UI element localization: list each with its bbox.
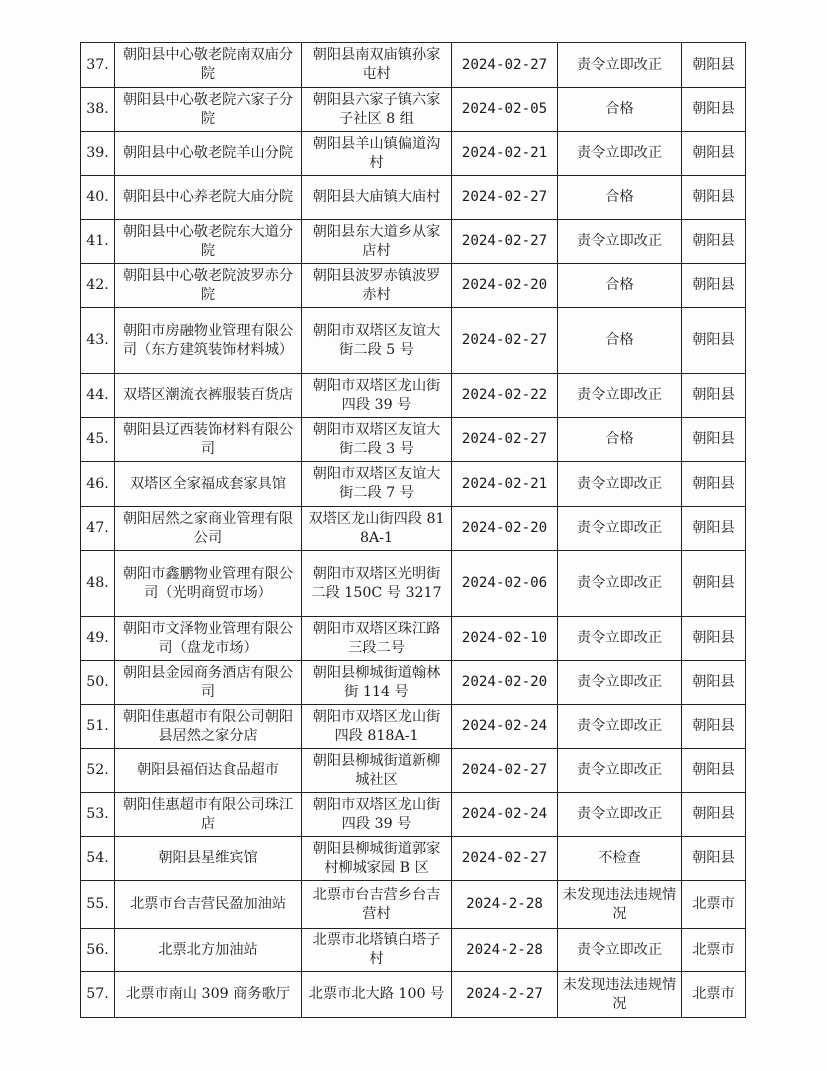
table-row [81,661,746,705]
inspection-result-cell: 未发现违法违规情况 [558,972,682,1018]
unit-name-cell: 朝阳县中心敬老院六家子分院 [115,88,302,132]
unit-address-cell: 朝阳县南双庙镇孙家屯村 [302,43,452,88]
region-cell: 朝阳县 [682,176,746,220]
row-number-cell: 50. [81,661,115,705]
unit-name-cell: 北票市台吉营民盈加油站 [115,881,302,929]
table-row [81,176,746,220]
inspection-date-cell: 2024-02-27 [452,43,558,88]
table-row [81,507,746,551]
inspection-date-cell: 2024-02-27 [452,220,558,264]
inspection-result-cell: 不检查 [558,837,682,881]
row-number-cell: 44. [81,374,115,418]
inspection-result-cell: 责令立即改正 [558,220,682,264]
unit-name-cell: 朝阳县金园商务酒店有限公司 [115,661,302,705]
region-cell: 朝阳县 [682,749,746,793]
inspection-result-cell: 责令立即改正 [558,793,682,837]
unit-address-cell: 双塔区龙山街四段 818A-1 [302,507,452,551]
unit-name-cell: 朝阳居然之家商业管理有限公司 [115,507,302,551]
unit-name-cell: 朝阳县辽西装饰材料有限公司 [115,418,302,462]
region-cell: 北票市 [682,972,746,1018]
table-row [81,220,746,264]
region-cell: 朝阳县 [682,308,746,374]
inspection-result-cell: 合格 [558,88,682,132]
row-number-cell: 40. [81,176,115,220]
unit-name-cell: 朝阳县星维宾馆 [115,837,302,881]
region-cell: 朝阳县 [682,551,746,617]
row-number-cell: 55. [81,881,115,929]
table-row [81,617,746,661]
row-number-cell: 56. [81,929,115,972]
row-number-cell: 41. [81,220,115,264]
row-number-cell: 51. [81,705,115,749]
inspection-result-cell: 合格 [558,308,682,374]
unit-name-cell: 朝阳县中心敬老院东大道分院 [115,220,302,264]
inspection-result-cell: 责令立即改正 [558,929,682,972]
unit-address-cell: 朝阳市双塔区龙山街四段 818A-1 [302,705,452,749]
region-cell: 朝阳县 [682,418,746,462]
unit-address-cell: 北票市北塔镇白塔子村 [302,929,452,972]
region-cell: 朝阳县 [682,793,746,837]
unit-name-cell: 朝阳县中心养老院大庙分院 [115,176,302,220]
row-number-cell: 43. [81,308,115,374]
unit-address-cell: 朝阳县六家子镇六家子社区 8 组 [302,88,452,132]
row-number-cell: 42. [81,264,115,308]
row-number-cell: 53. [81,793,115,837]
region-cell: 朝阳县 [682,374,746,418]
inspection-date-cell: 2024-2-28 [452,929,558,972]
unit-address-cell: 朝阳市双塔区龙山街四段 39 号 [302,793,452,837]
unit-address-cell: 北票市北大路 100 号 [302,972,452,1018]
unit-address-cell: 朝阳县柳城街道翰林街 114 号 [302,661,452,705]
unit-address-cell: 朝阳县柳城街道郭家村柳城家园 B 区 [302,837,452,881]
table-row [81,418,746,462]
table-row [81,551,746,617]
inspection-date-cell: 2024-2-27 [452,972,558,1018]
inspection-date-cell: 2024-02-24 [452,793,558,837]
table-row [81,972,746,1018]
row-number-cell: 45. [81,418,115,462]
row-number-cell: 49. [81,617,115,661]
unit-address-cell: 朝阳县大庙镇大庙村 [302,176,452,220]
inspection-date-cell: 2024-02-27 [452,176,558,220]
unit-name-cell: 双塔区全家福成套家具馆 [115,462,302,507]
table-row [81,929,746,972]
inspection-date-cell: 2024-2-28 [452,881,558,929]
unit-name-cell: 朝阳县中心敬老院羊山分院 [115,132,302,176]
inspection-result-cell: 责令立即改正 [558,507,682,551]
table-row [81,462,746,507]
inspection-date-cell: 2024-02-27 [452,837,558,881]
unit-name-cell: 朝阳县中心敬老院波罗赤分院 [115,264,302,308]
unit-address-cell: 朝阳县羊山镇偏道沟村 [302,132,452,176]
unit-address-cell: 北票市台吉营乡台吉营村 [302,881,452,929]
region-cell: 北票市 [682,929,746,972]
region-cell: 朝阳县 [682,837,746,881]
inspection-result-cell: 责令立即改正 [558,661,682,705]
table-row [81,264,746,308]
table-row [81,374,746,418]
table-row [81,43,746,88]
inspection-result-cell: 责令立即改正 [558,705,682,749]
unit-name-cell: 朝阳佳惠超市有限公司朝阳县居然之家分店 [115,705,302,749]
unit-address-cell: 朝阳县波罗赤镇波罗赤村 [302,264,452,308]
unit-address-cell: 朝阳市双塔区珠江路三段二号 [302,617,452,661]
region-cell: 朝阳县 [682,43,746,88]
unit-address-cell: 朝阳县柳城街道新柳城社区 [302,749,452,793]
table-row [81,837,746,881]
unit-name-cell: 朝阳佳惠超市有限公司珠江店 [115,793,302,837]
region-cell: 朝阳县 [682,462,746,507]
region-cell: 朝阳县 [682,88,746,132]
inspection-date-cell: 2024-02-21 [452,462,558,507]
inspection-date-cell: 2024-02-24 [452,705,558,749]
row-number-cell: 38. [81,88,115,132]
inspection-result-cell: 合格 [558,418,682,462]
inspection-result-cell: 责令立即改正 [558,749,682,793]
unit-address-cell: 朝阳市双塔区光明街二段 150C 号 3217 [302,551,452,617]
row-number-cell: 39. [81,132,115,176]
table-row [81,88,746,132]
unit-name-cell: 北票北方加油站 [115,929,302,972]
inspection-date-cell: 2024-02-22 [452,374,558,418]
unit-name-cell: 朝阳市文泽物业管理有限公司（盘龙市场） [115,617,302,661]
unit-name-cell: 双塔区潮流衣裤服装百货店 [115,374,302,418]
inspection-date-cell: 2024-02-20 [452,264,558,308]
inspection-result-cell: 责令立即改正 [558,43,682,88]
inspection-date-cell: 2024-02-20 [452,507,558,551]
inspection-result-cell: 未发现违法违规情况 [558,881,682,929]
inspection-result-cell: 责令立即改正 [558,551,682,617]
unit-name-cell: 北票市南山 309 商务歌厅 [115,972,302,1018]
inspection-date-cell: 2024-02-27 [452,308,558,374]
table-row [81,308,746,374]
row-number-cell: 46. [81,462,115,507]
inspection-result-cell: 责令立即改正 [558,374,682,418]
table-row [81,705,746,749]
inspection-result-cell: 合格 [558,264,682,308]
unit-address-cell: 朝阳市双塔区友谊大街二段 5 号 [302,308,452,374]
unit-address-cell: 朝阳市双塔区龙山街四段 39 号 [302,374,452,418]
unit-name-cell: 朝阳县福佰达食品超市 [115,749,302,793]
unit-address-cell: 朝阳市双塔区友谊大街二段 3 号 [302,418,452,462]
row-number-cell: 47. [81,507,115,551]
unit-name-cell: 朝阳市鑫鹏物业管理有限公司（光明商贸市场） [115,551,302,617]
row-number-cell: 52. [81,749,115,793]
inspection-date-cell: 2024-02-21 [452,132,558,176]
inspection-date-cell: 2024-02-27 [452,749,558,793]
inspection-date-cell: 2024-02-06 [452,551,558,617]
region-cell: 朝阳县 [682,705,746,749]
table-row [81,881,746,929]
table-row [81,749,746,793]
inspection-table [80,42,746,1018]
region-cell: 朝阳县 [682,617,746,661]
row-number-cell: 37. [81,43,115,88]
region-cell: 朝阳县 [682,132,746,176]
region-cell: 朝阳县 [682,661,746,705]
inspection-date-cell: 2024-02-10 [452,617,558,661]
row-number-cell: 48. [81,551,115,617]
unit-name-cell: 朝阳市房融物业管理有限公司（东方建筑装饰材料城） [115,308,302,374]
region-cell: 朝阳县 [682,220,746,264]
inspection-date-cell: 2024-02-05 [452,88,558,132]
region-cell: 朝阳县 [682,264,746,308]
inspection-result-cell: 合格 [558,176,682,220]
inspection-result-cell: 责令立即改正 [558,132,682,176]
unit-address-cell: 朝阳市双塔区友谊大街二段 7 号 [302,462,452,507]
inspection-table-body [81,43,746,1018]
inspection-date-cell: 2024-02-20 [452,661,558,705]
unit-address-cell: 朝阳县东大道乡从家店村 [302,220,452,264]
unit-name-cell: 朝阳县中心敬老院南双庙分院 [115,43,302,88]
inspection-date-cell: 2024-02-27 [452,418,558,462]
row-number-cell: 54. [81,837,115,881]
region-cell: 朝阳县 [682,507,746,551]
row-number-cell: 57. [81,972,115,1018]
inspection-result-cell: 责令立即改正 [558,462,682,507]
table-row [81,132,746,176]
region-cell: 北票市 [682,881,746,929]
inspection-result-cell: 责令立即改正 [558,617,682,661]
table-row [81,793,746,837]
